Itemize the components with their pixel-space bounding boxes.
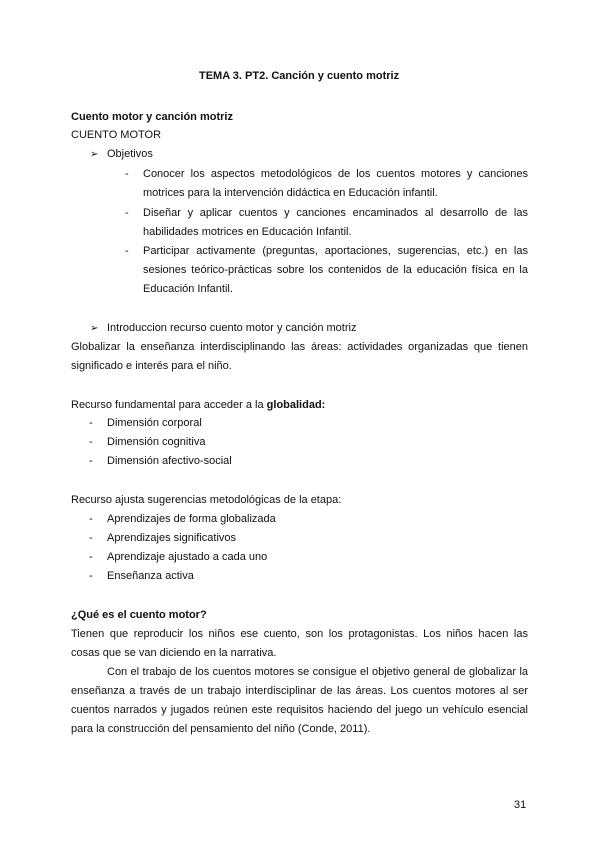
objective-2-line-1: Diseñar y aplicar cuentos y canciones encaminados al desarrollo de las bbox=[143, 207, 528, 219]
objective-3-line-2: sesiones teórico-prácticas sobre los contenidos de la educación física en la bbox=[143, 264, 528, 276]
dash-bullet: - bbox=[89, 513, 93, 525]
dash-bullet: - bbox=[89, 455, 93, 467]
suggestion-item: Aprendizajes significativos bbox=[107, 532, 237, 544]
dash-bullet: - bbox=[125, 245, 129, 257]
dash-bullet: - bbox=[89, 532, 93, 544]
suggestions-lead: Recurso ajusta sugerencias metodológicas de la etapa: bbox=[71, 494, 342, 506]
objective-1-line-1: Conocer los aspectos metodológicos de los cuentos motores y canciones bbox=[143, 168, 528, 180]
page-number: 31 bbox=[514, 799, 527, 811]
paragraph-1-line-1: Tienen que reproducir los niños ese cuento, son los protagonistas. Los niños hacen las bbox=[71, 628, 528, 640]
globality-item: Dimensión corporal bbox=[107, 417, 202, 429]
objective-1-line-2: motrices para la intervención didáctica en Educación infantil. bbox=[143, 187, 438, 199]
arrow-bullet-icon: ➢ bbox=[90, 323, 99, 334]
globality-item: Dimensión afectivo-social bbox=[107, 455, 232, 467]
dash-bullet: - bbox=[89, 551, 93, 563]
subheading-cuento-motor: CUENTO MOTOR bbox=[71, 129, 162, 141]
section-heading-cuento-motor-cancion: Cuento motor y canción motriz bbox=[71, 111, 233, 123]
page-title: TEMA 3. PT2. Canción y cuento motriz bbox=[199, 70, 400, 82]
paragraph-2-line-1: Con el trabajo de los cuentos motores se consigue el objetivo general de globalizar la bbox=[107, 666, 528, 678]
globality-lead-bold: globalidad: bbox=[266, 399, 326, 411]
dash-bullet: - bbox=[89, 570, 93, 582]
dash-bullet: - bbox=[89, 436, 93, 448]
intro-label: Introduccion recurso cuento motor y canción motriz bbox=[107, 322, 357, 334]
intro-line-1: Globalizar la enseñanza interdisciplinando las áreas: actividades organizadas que tienen bbox=[71, 341, 528, 353]
dash-bullet: - bbox=[125, 168, 129, 180]
globality-lead-text: Recurso fundamental para acceder a la bbox=[71, 399, 267, 411]
paragraph-2-line-3: cuentos narrados y jugados reúnen este requisitos haciendo del juego un vehículo esencial bbox=[71, 704, 528, 716]
suggestion-item: Aprendizaje ajustado a cada uno bbox=[107, 551, 268, 563]
objective-3-line-3: Educación Infantil. bbox=[143, 283, 233, 295]
arrow-bullet-icon: ➢ bbox=[90, 149, 99, 160]
globality-item: Dimensión cognitiva bbox=[107, 436, 206, 448]
globality-lead bbox=[71, 398, 325, 412]
paragraph-1-line-2: cosas que se van diciendo en la narrativa. bbox=[71, 647, 277, 659]
suggestion-item: Enseñanza activa bbox=[107, 570, 194, 582]
section-heading-que-es: ¿Qué es el cuento motor? bbox=[71, 609, 207, 621]
objective-2-line-2: habilidades motrices en Educación Infantil. bbox=[143, 226, 352, 238]
paragraph-2-line-2: enseñanza a través de un trabajo interdisciplinar de las áreas. Los cuentos motores al ser bbox=[71, 685, 528, 697]
intro-line-2: significado e interés para el niño. bbox=[71, 360, 232, 372]
dash-bullet: - bbox=[125, 207, 129, 219]
suggestion-item: Aprendizajes de forma globalizada bbox=[107, 513, 276, 525]
dash-bullet: - bbox=[89, 417, 93, 429]
paragraph-2-line-4: para la construcción del pensamiento del niño (Conde, 2011). bbox=[71, 723, 371, 735]
objectives-label: Objetivos bbox=[107, 148, 153, 160]
objective-3-line-1: Participar activamente (preguntas, aportaciones, sugerencias, etc.) en las bbox=[143, 245, 528, 257]
